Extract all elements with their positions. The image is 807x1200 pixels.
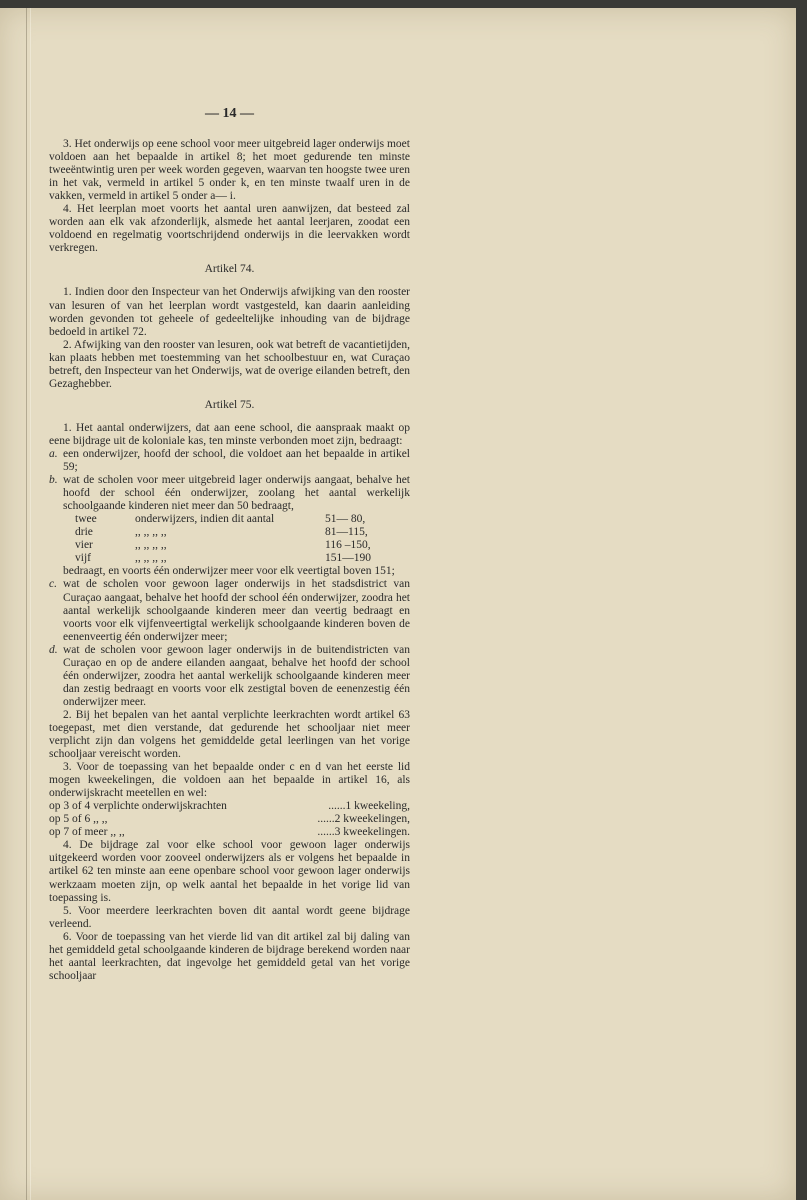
table-row-word: drie bbox=[75, 526, 93, 539]
artikel-75-paragraph-4: 4. De bijdrage zal voor elke school voor gewoon lager onderwijs uitgekeerd worden voor zooveel onderwijzers als er volgens het bepaalde in artikel 62 ten minste aan eene openbare school voor gewoon lager onderwijs werkzaam moeten zijn, op welk aantal het bepaalde in het vorige lid van toepassing is. bbox=[49, 839, 410, 904]
artikel-74-paragraph-1: 1. Indien door den Inspecteur van het Onderwijs afwijking van den rooster van lesuren of van het leerplan wordt vastgesteld, kan daarin aanleiding worden gevonden tot geheele of gedeeltelijke inhouding van de bijdrage bedoeld in artikel 72. bbox=[49, 286, 410, 338]
list-item-c-text: wat de scholen voor gewoon lager onderwijs in het stadsdistrict van Curaçao aangaat, behalve het hoofd der school één onderwijzer, zoodra het aantal werkelijk schoolgaande kinderen meer dan veertig bedraagt en voorts voor elk vijfenveertigtal werkelijk schoolgaande kinderen boven de eenenveertig één onderwijzer meer; bbox=[63, 578, 410, 643]
table-cell-right: ......1 kweekeling, bbox=[328, 800, 410, 813]
teacher-count-table bbox=[49, 513, 410, 565]
list-item-d-text: wat de scholen voor gewoon lager onderwijs in de buitendistricten van Curaçao en op de andere eilanden aangaat, behalve het hoofd der school één onderwijzer, zoodra het aantal werkelijk schoolgaande kinderen meer dan zestig bedraagt en voorts voor elk zestigtal boven de eenenzestig één onderwijzer meer. bbox=[63, 643, 410, 708]
page-fold-line bbox=[26, 8, 27, 1200]
list-item-d-label: d. bbox=[49, 643, 58, 656]
document-page bbox=[0, 8, 796, 1200]
table-row-word: vier bbox=[75, 539, 93, 552]
table-row-middle: ,, ,, ,, ,, bbox=[135, 539, 167, 552]
artikel-75-paragraph-1: 1. Het aantal onderwijzers, dat aan eene school, die aanspraak maakt op eene bijdrage uit de koloniale kas, ten minste verbonden moet zijn, bedraagt: bbox=[49, 421, 410, 447]
table-cell-right: ......3 kweekelingen. bbox=[317, 826, 410, 839]
table-row-middle: ,, ,, ,, ,, bbox=[135, 526, 167, 539]
table-row-middle: ,, ,, ,, ,, bbox=[135, 552, 167, 565]
table-row-word: twee bbox=[75, 513, 97, 526]
list-item-b-text: wat de scholen voor meer uitgebreid lager onderwijs aangaat, behalve het hoofd der school één onderwijzer, zoolang het aantal werkelijk schoolgaande kinderen niet meer dan 50 bedraagt, bbox=[63, 474, 410, 513]
table-row bbox=[49, 813, 410, 826]
page-number: — 14 — bbox=[205, 106, 254, 121]
list-item-a-text: een onderwijzer, hoofd der school, die voldoet aan het bepaalde in artikel 59; bbox=[63, 447, 410, 474]
table-row-range: 116 –150, bbox=[325, 539, 371, 552]
artikel-74-paragraph-2: 2. Afwijking van den rooster van lesuren, ook wat betreft de vacantietijden, kan plaats hebben met toestemming van het schoolbestuur en, wat Curaçao betreft, den Inspecteur van het Onderwijs, wat de overige eilanden betreft, den Gezaghebber. bbox=[49, 338, 410, 390]
table-row-word: vijf bbox=[75, 552, 91, 565]
list-item-b-label: b. bbox=[49, 474, 58, 487]
text-column bbox=[49, 106, 410, 983]
page-fold-highlight bbox=[30, 8, 31, 1200]
table-cell-left: op 3 of 4 verplichte onderwijskrachten bbox=[49, 800, 227, 813]
table-row bbox=[49, 826, 410, 839]
table-row-range: 151—190 bbox=[325, 552, 371, 565]
table-cell-left: op 5 of 6 ,, ,, bbox=[49, 813, 108, 826]
artikel-75-paragraph-6: 6. Voor de toepassing van het vierde lid van dit artikel zal bij daling van het gemiddeld getal schoolgaande kinderen de bijdrage berekend worden naar het aantal leerkrachten, dat ingevolge het gemiddeld getal van het vorige schooljaar bbox=[49, 930, 410, 982]
list-item-c-label: c. bbox=[49, 578, 57, 591]
heading-artikel-74: Artikel 74. bbox=[204, 263, 255, 276]
paragraph-4: 4. Het leerplan moet voorts het aantal uren aanwijzen, dat besteed zal worden aan elk vak afzonderlijk, alsmede het aantal leerjaren, zoodat een voldoend en regelmatig voortschrijdend onderwijs in die leervakken wordt verkregen. bbox=[49, 203, 410, 255]
paragraph-3: 3. Het onderwijs op eene school voor meer uitgebreid lager onderwijs moet voldoen aan het bepaalde in artikel 8; het moet gedurende ten minste tweeëntwintig uren per week worden gegeven, waarvan ten hoogste twee uren in het vak, vermeld in artikel 5 onder k, en ten minste twaalf uren in de vakken, vermeld in artikel 5 onder a— i. bbox=[49, 138, 410, 203]
table-row-range: 81—115, bbox=[325, 526, 368, 539]
list-item-a bbox=[49, 448, 410, 474]
table-cell-right: ......2 kweekelingen, bbox=[317, 813, 410, 826]
list-item-c bbox=[49, 578, 410, 643]
list-item-a-label: a. bbox=[49, 447, 58, 460]
list-item-b-continuation: bedraagt, en voorts één onderwijzer meer voor elk veertigtal boven 151; bbox=[63, 565, 395, 578]
artikel-75-paragraph-5: 5. Voor meerdere leerkrachten boven dit aantal wordt geene bijdrage verleend. bbox=[49, 904, 410, 930]
heading-artikel-75: Artikel 75. bbox=[204, 398, 255, 411]
artikel-75-paragraph-3: 3. Voor de toepassing van het bepaalde onder c en d van het eerste lid mogen kweekelingen, die voldoen aan het bepaalde in artikel 16, als onderwijskracht meetellen en wel: bbox=[49, 761, 410, 800]
table-row bbox=[49, 800, 410, 813]
kweekeling-table bbox=[49, 800, 410, 839]
table-cell-left: op 7 of meer ,, ,, bbox=[49, 826, 125, 839]
table-row-middle: onderwijzers, indien dit aantal bbox=[135, 513, 275, 526]
table-row-range: 51— 80, bbox=[325, 513, 366, 526]
list-item-b bbox=[49, 474, 410, 513]
artikel-75-paragraph-2: 2. Bij het bepalen van het aantal verplichte leerkrachten wordt artikel 63 toegepast, met dien verstande, dat gedurende het schooljaar niet meer verplicht zijn dan volgens het gemiddelde getal leerlingen van het vorige schooljaar vereischt worden. bbox=[49, 708, 410, 761]
list-item-d bbox=[49, 644, 410, 709]
